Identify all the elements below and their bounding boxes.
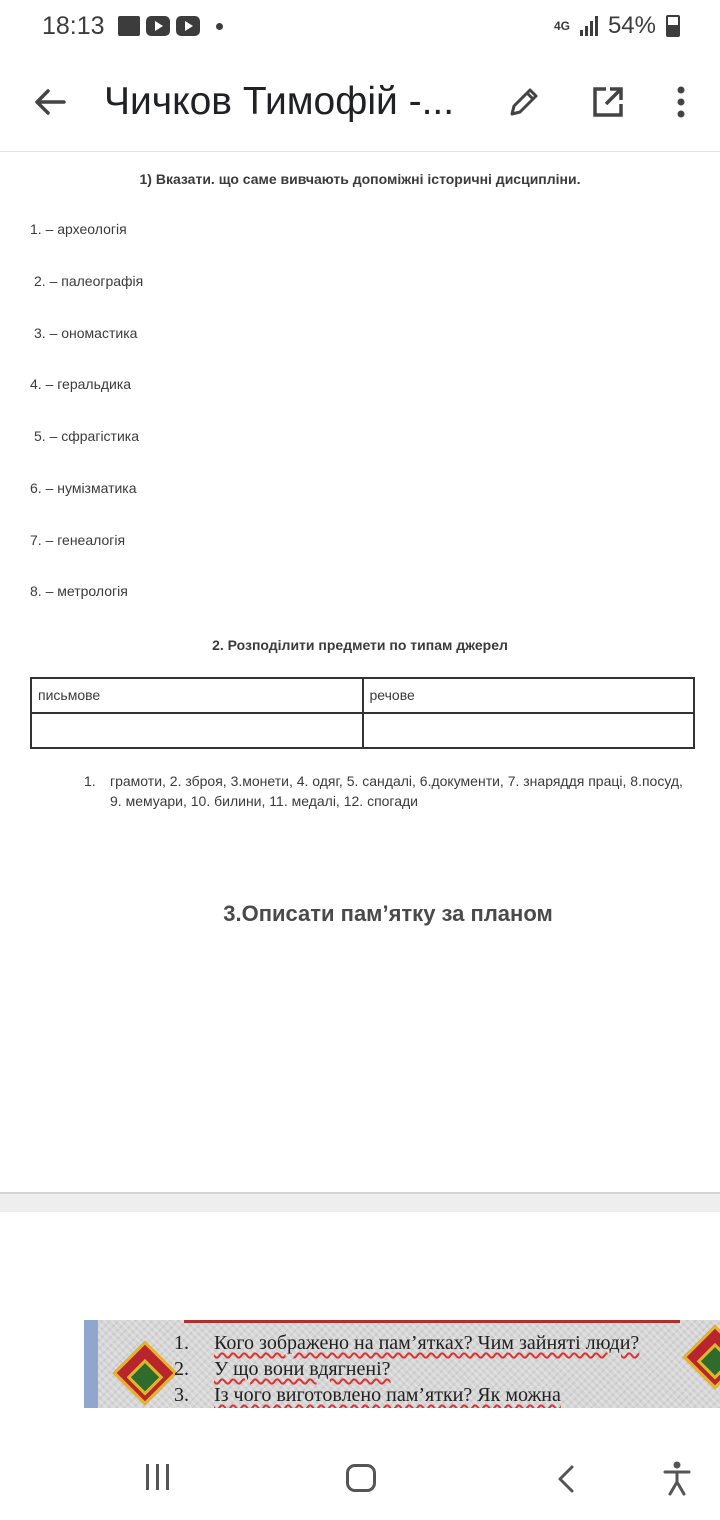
list-item: 1. Кого зображено на пам’ятках? Чим зайняті люди?	[174, 1332, 640, 1354]
items-text: грамоти, 2. зброя, 3.монети, 4. одяг, 5. сандалі, 6.документи, 7. знаряддя праці, 8.посуд, 9. мемуари, 10. билини, 11. медалі, 12. спогади	[110, 773, 683, 809]
system-indicators	[554, 12, 680, 40]
list-item: 4. – геральдика	[30, 376, 132, 392]
document-title: Чичков Тимофій -...	[104, 80, 455, 123]
more-notifications-icon	[216, 23, 223, 30]
app-bar	[0, 56, 720, 152]
source-types-table	[30, 677, 695, 749]
list-item: 2. У що вони вдягнені?	[174, 1358, 391, 1380]
document-page[interactable]	[0, 153, 720, 1193]
list-item: 1. – археологія	[30, 221, 127, 237]
signal-icon	[580, 16, 598, 36]
gallery-icon	[118, 16, 140, 36]
table-cell-empty	[363, 713, 695, 748]
accessibility-icon[interactable]	[662, 1460, 692, 1496]
question-2-heading: 2. Розподілити предмети по типам джерел	[212, 637, 508, 653]
table-header-material: речове	[363, 678, 695, 713]
edit-pencil-icon[interactable]	[504, 82, 544, 122]
list-item: 3. – ономастика	[34, 325, 138, 341]
status-bar	[0, 0, 720, 56]
embedded-plan-image	[84, 1320, 720, 1408]
table-cell-empty	[31, 713, 363, 748]
home-icon[interactable]	[346, 1464, 376, 1492]
items-list	[84, 771, 694, 811]
embroidery-ornament-icon	[682, 1324, 720, 1389]
more-options-icon[interactable]	[664, 82, 698, 122]
list-item: 2. – палеографія	[34, 273, 144, 289]
list-item: 8. – метрологія	[30, 583, 128, 599]
system-nav-bar	[0, 1408, 720, 1520]
notification-icons	[118, 16, 223, 36]
battery-icon	[666, 15, 680, 37]
image-red-line	[184, 1320, 680, 1323]
question-3-heading: 3.Описати пам’ятку за планом	[223, 901, 553, 926]
list-item: 7. – генеалогія	[30, 532, 126, 548]
table-header-written: письмове	[31, 678, 363, 713]
items-number: 1.	[84, 773, 96, 789]
image-border-strip	[84, 1320, 98, 1408]
list-item: 3. Із чого виготовлено пам’ятки? Як можна	[174, 1384, 561, 1406]
status-time: 18:13	[42, 12, 105, 40]
embroidery-ornament-icon	[112, 1340, 177, 1405]
recent-apps-icon[interactable]	[146, 1464, 169, 1490]
table-row	[31, 713, 694, 748]
open-external-icon[interactable]	[588, 82, 628, 122]
list-item: 6. – нумізматика	[30, 480, 137, 496]
network-type: 4G	[553, 19, 570, 33]
nav-back-icon[interactable]	[556, 1464, 576, 1494]
battery-percent: 54%	[607, 12, 656, 39]
question-1-heading: 1) Вказати. що саме вивчають допоміжні історичні дисципліни.	[139, 171, 581, 187]
youtube-icon	[176, 16, 200, 36]
youtube-icon	[146, 16, 170, 36]
list-item: 5. – сфрагістика	[34, 428, 139, 444]
back-arrow-icon[interactable]	[30, 82, 70, 122]
plan-list	[174, 1330, 674, 1408]
page-divider	[0, 1192, 720, 1212]
table-row	[31, 678, 694, 713]
